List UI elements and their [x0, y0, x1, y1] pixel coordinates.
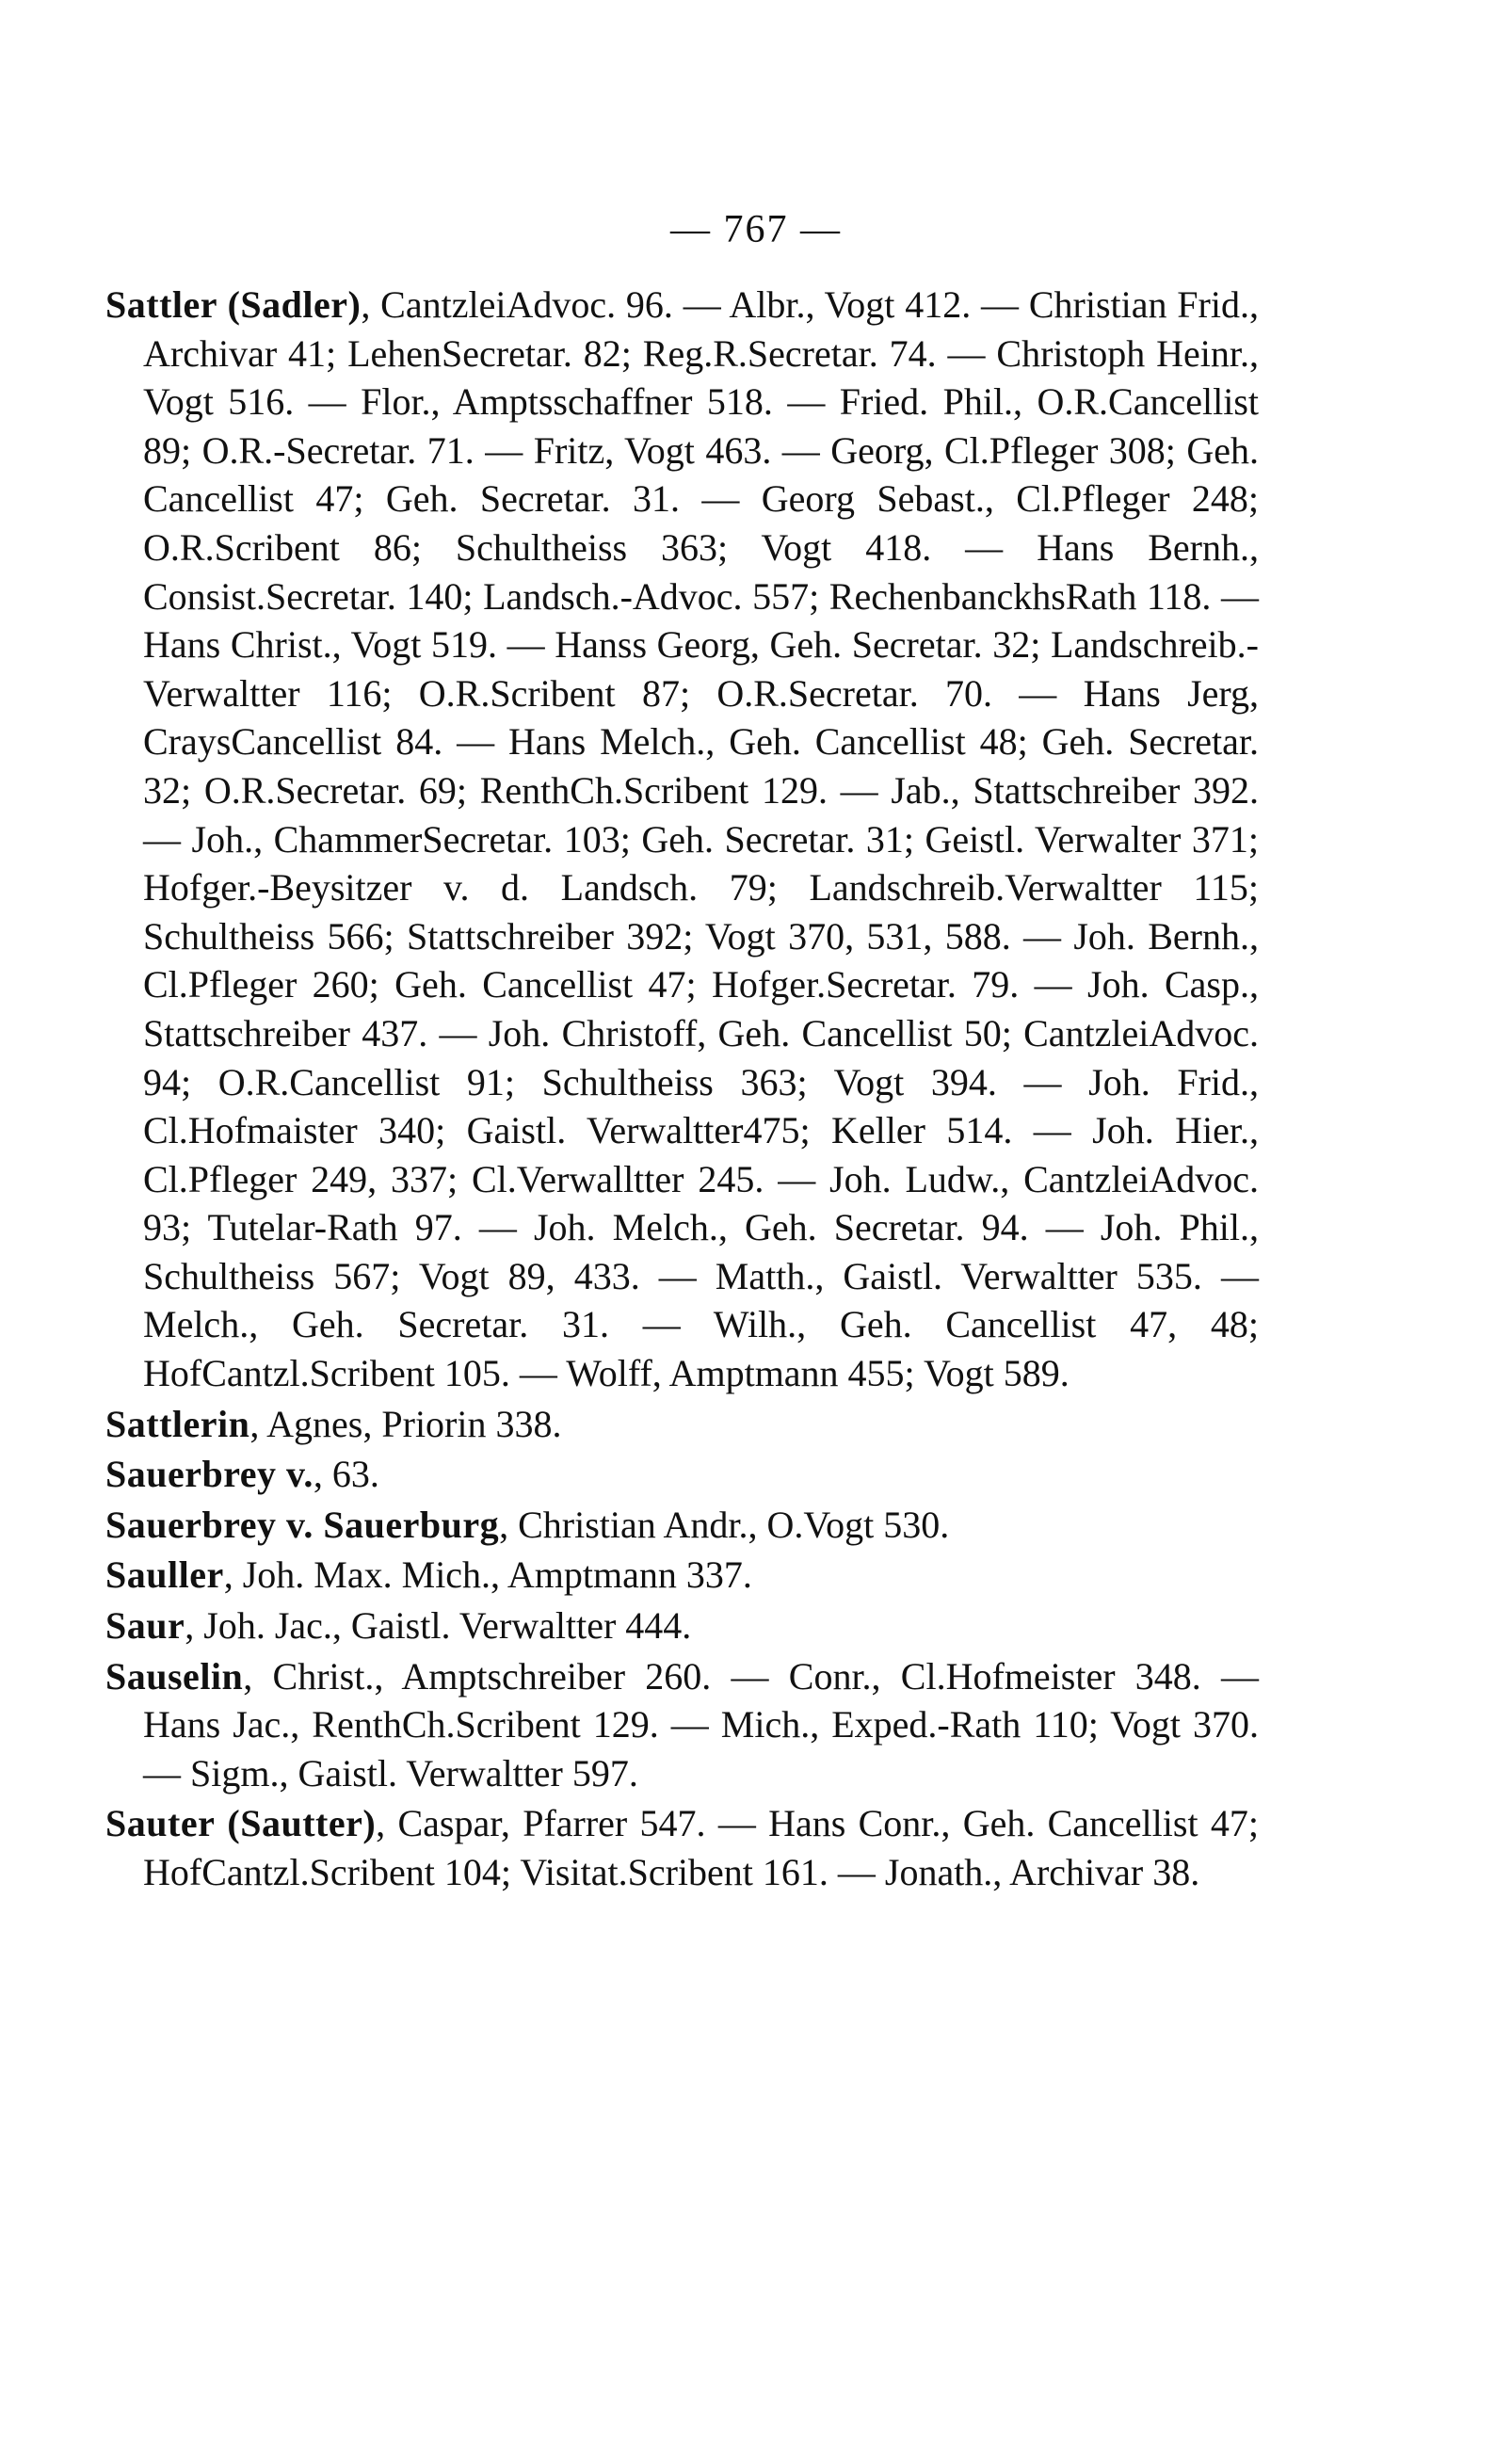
- entry-text: , CantzleiAdvoc. 96. — Albr., Vogt 412. — Christian Frid., Archivar 41; LehenSecretar. 82; Reg.R.Secretar. 74. — Christoph Heinr., Vogt 516. — Flor., Amptsschaffner 518. — Fried. Phil., O.R.Cancellist 89; O.R.-Secretar. 71. — Fritz, Vogt 463. — Georg, Cl.Pfleger 308; Geh. Cancellist 47; Geh. Secretar. 31. — Georg Sebast., Cl.Pfleger 248; O.R.Scribent 86; Schultheiss 363; Vogt 418. — Hans Bernh., Consist.Secretar. 140; Landsch.-Advoc. 557; RechenbanckhsRath 118. — Hans Christ., Vogt 519. — Hanss Georg, Geh. Secretar. 32; Landschreib.-Verwaltter 116; O.R.Scribent 87; O.R.Secretar. 70. — Hans Jerg, CraysCancellist 84. — Hans Melch., Geh. Cancellist 48; Geh. Secretar. 32; O.R.Secretar. 69; RenthCh.Scribent 129. — Jab., Stattschreiber 392. — Joh., ChammerSecretar. 103; Geh. Secretar. 31; Geistl. Verwalter 371; Hofger.-Beysitzer v. d. Landsch. 79; Landschreib.Verwaltter 115; Schultheiss 566; Stattschreiber 392; Vogt 370, 531, 588. — Joh. Bernh., Cl.Pfleger 260; Geh. Cancellist 47; Hofger.Secretar. 79. — Joh. Casp., Stattschreiber 437. — Joh. Christoff, Geh. Cancellist 50; CantzleiAdvoc. 94; O.R.Cancellist 91; Schultheiss 363; Vogt 394. — Joh. Frid., Cl.Hofmaister 340; Gaistl. Verwaltter475; Keller 514. — Joh. Hier., Cl.Pfleger 249, 337; Cl.Verwalltter 245. — Joh. Ludw., CantzleiAdvoc. 93; Tutelar-Rath 97. — Joh. Melch., Geh. Secretar. 94. — Joh. Phil., Schultheiss 567; Vogt 89, 433. — Matth., Gaistl. Verwaltter 535. — Melch., Geh. Secretar. 31. — Wilh., Geh. Cancellist 47, 48; HofCantzl.Scribent 105. — Wolff, Amptmann 455; Vogt 589.: [143, 283, 1259, 1395]
- page-number: — 767 —: [670, 208, 842, 251]
- register-entries: [105, 281, 1259, 1899]
- register-entry-sauselin: [105, 1652, 1259, 1798]
- entry-text: , Caspar, Pfarrer 547. — Hans Conr., Geh. Cancellist 47; HofCantzl.Scribent 104; Visitat.Scribent 161. — Jonath., Archivar 38.: [143, 1802, 1259, 1893]
- entry-text: , Joh. Max. Mich., Amptmann 337.: [223, 1553, 752, 1597]
- entry-headword: Sauerbrey v.: [105, 1453, 314, 1496]
- register-entry-sauller: [105, 1551, 1259, 1600]
- entry-text: , 63.: [313, 1453, 379, 1496]
- register-entry-sattlerin: [105, 1400, 1259, 1449]
- entry-headword: Sattlerin: [105, 1402, 250, 1445]
- entry-headword: Sauter (Sautter): [105, 1802, 377, 1845]
- register-entry-sattler: [105, 281, 1259, 1398]
- entry-text: , Agnes, Priorin 338.: [249, 1402, 562, 1445]
- entry-text: , Joh. Jac., Gaistl. Verwaltter 444.: [185, 1604, 692, 1648]
- entry-headword: Sattler (Sadler): [105, 283, 362, 326]
- register-entry-sauerbrey-sauerburg: [105, 1501, 1259, 1550]
- entry-headword: Sauerbrey v. Sauerburg: [105, 1503, 500, 1546]
- entry-text: , Christ., Amptschreiber 260. — Conr., Cl.Hofmeister 348. — Hans Jac., RenthCh.Scribent 129. — Mich., Exped.-Rath 110; Vogt 370. — Sigm., Gaistl. Verwaltter 597.: [143, 1654, 1259, 1794]
- entry-headword: Sauselin: [105, 1654, 244, 1698]
- entry-headword: Sauller: [105, 1553, 224, 1597]
- entry-text: , Christian Andr., O.Vogt 530.: [499, 1503, 950, 1546]
- register-entry-sauerbrey: [105, 1450, 1259, 1499]
- register-entry-sauter: [105, 1799, 1259, 1896]
- entry-headword: Saur: [105, 1604, 185, 1648]
- register-entry-saur: [105, 1601, 1259, 1650]
